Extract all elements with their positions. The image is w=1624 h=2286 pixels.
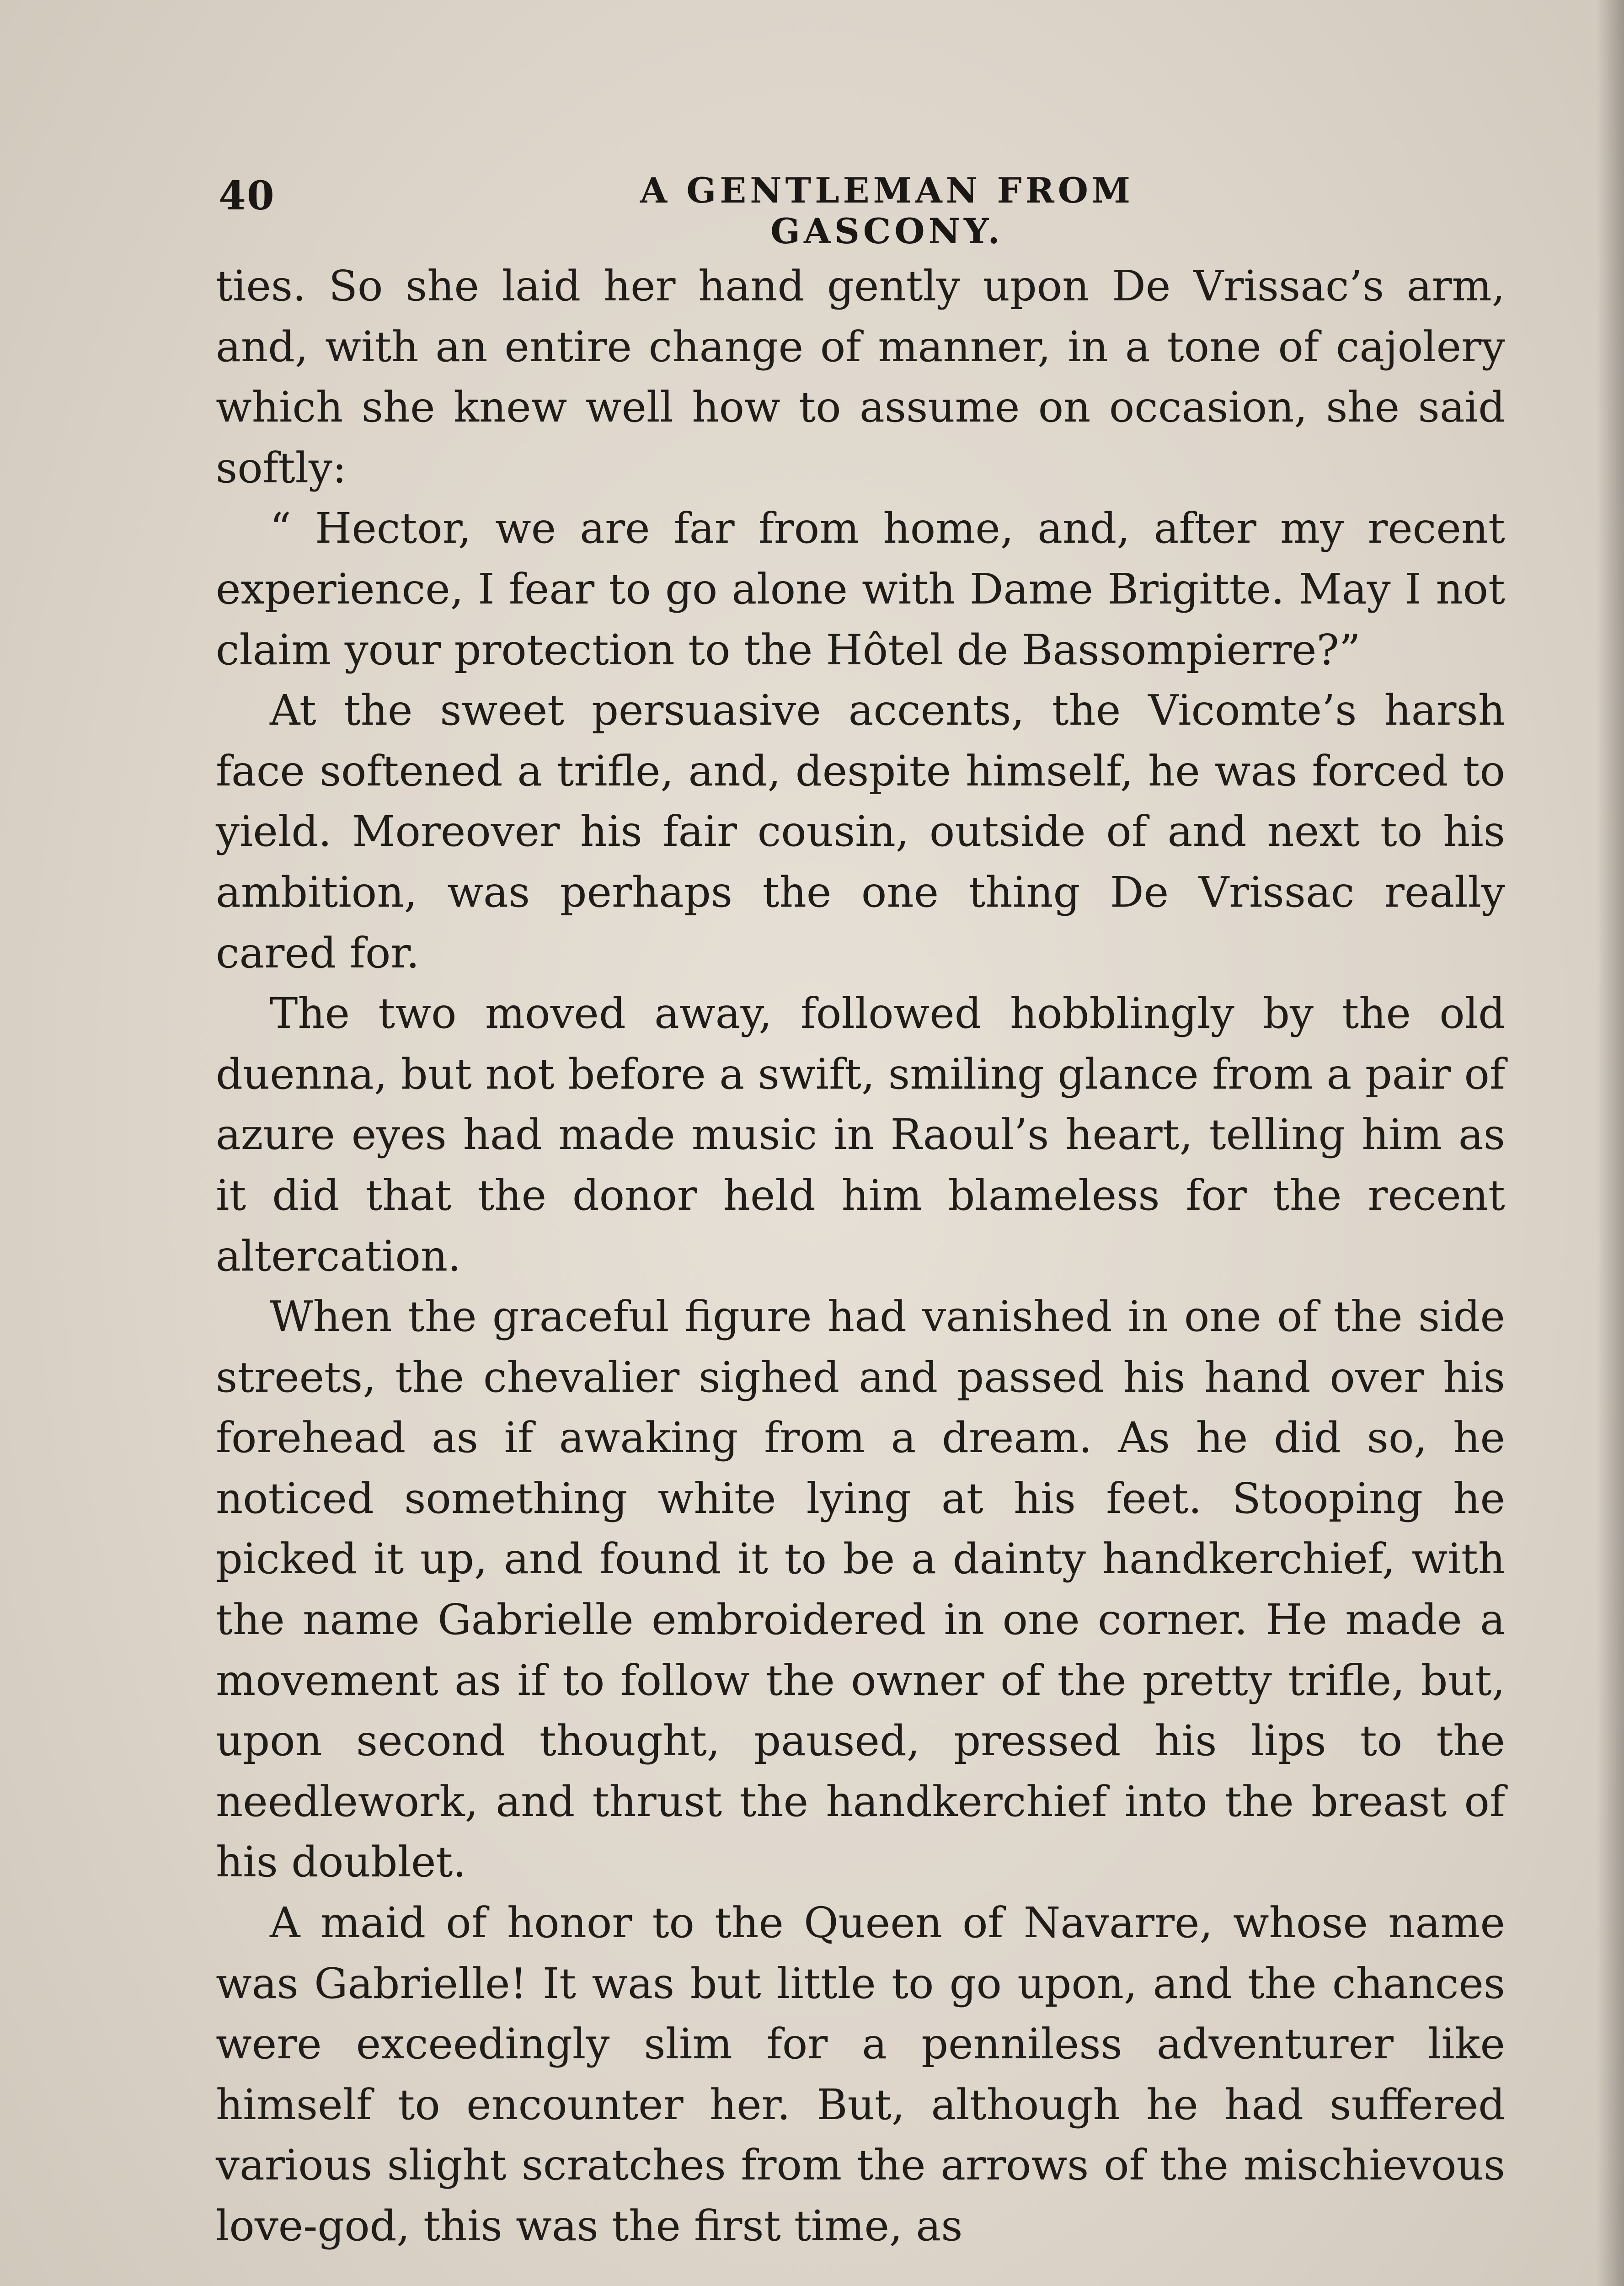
body-text — [216, 256, 1505, 2257]
page-number: 40 — [219, 173, 275, 219]
paragraph: At the sweet persuasive accents, the Vicomte’s harsh face softened a trifle, and, despite himself, he was forced to yield. Moreover his fair cousin, outside of and next to his ambition, was perhaps the one thing De Vrissac really cared for. — [216, 686, 1505, 977]
page-edge-shadow — [1597, 0, 1624, 2286]
paragraph: When the graceful figure had vanished in one of the side streets, the chevalier sighed and passed his hand over his forehead as if awaking from a dream. As he did so, he noticed something white lying at his feet. Stooping he picked it up, and found it to be a dainty handkerchief, with the name Gabrielle embroidered in one corner. He made a movement as if to follow the owner of the pretty trifle, but, upon second thought, paused, pressed his lips to the needlework, and thrust the handkerchief into the breast of his doublet. — [216, 1292, 1505, 1887]
paragraph: ties. So she laid her hand gently upon De Vrissac’s arm, and, with an entire change of manner, in a tone of cajolery which she knew well how to assume on occasion, she said softly: — [216, 262, 1505, 492]
paragraph: The two moved away, followed hobblingly by the old duenna, but not before a swift, smiling glance from a pair of azure eyes had made music in Raoul’s heart, telling him as it did that the donor held him blameless for the recent altercation. — [216, 989, 1505, 1281]
paragraph: A maid of honor to the Queen of Navarre, whose name was Gabrielle! It was but little to go upon, and the chances were exceedingly slim for a penniless adventurer like himself to encounter her. But, although he had suffered various slight scratches from the arrows of the mischievous love-god, this was the first time, as — [216, 1898, 1505, 2250]
running-head: A GENTLEMAN FROM GASCONY. — [640, 170, 1134, 251]
paragraph: “ Hector, we are far from home, and, after my recent experience, I fear to go alone with Dame Brigitte. May I not claim your protection to the Hôtel de Bassompierre?” — [216, 504, 1505, 674]
